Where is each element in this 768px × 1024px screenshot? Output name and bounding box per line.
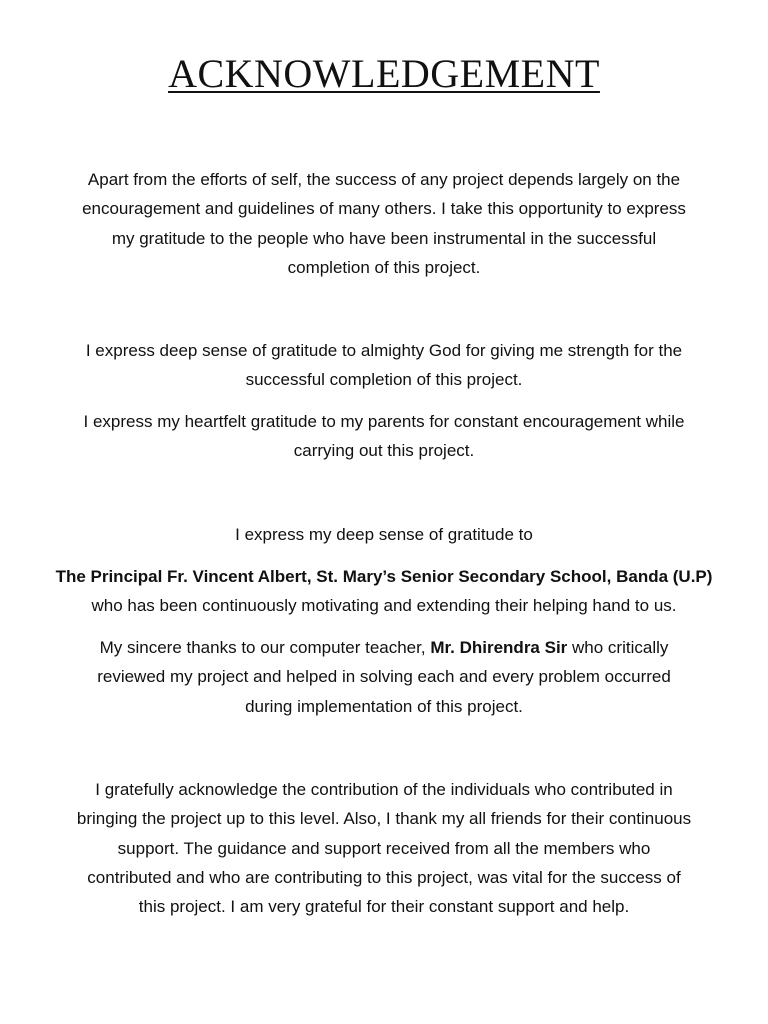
paragraph-parents (40, 407, 728, 466)
paragraph-line: I gratefully acknowledge the contribution of the individuals who contributed in (95, 780, 673, 799)
paragraph-line: I express my deep sense of gratitude to (235, 525, 533, 544)
paragraph-line (40, 633, 728, 662)
teacher-text-pre: My sincere thanks to our computer teacher, (99, 638, 431, 657)
paragraph-line: contributed and who are contributing to this project, was vital for the success of (87, 867, 681, 887)
principal-name: The Principal Fr. Vincent Albert, St. Mary’s Senior Secondary School, Banda (U.P) (55, 567, 713, 586)
teacher-text-post: who critically (567, 638, 669, 657)
paragraph-line: bringing the project up to this level. Also, I thank my all friends for their continuous (76, 809, 692, 829)
paragraph-gratitude-intro (40, 520, 728, 549)
teacher-name: Mr. Dhirendra Sir (430, 638, 568, 657)
paragraph-line: completion of this project. (287, 257, 481, 277)
paragraph-line: during implementation of this project. (245, 696, 523, 716)
paragraph-intro (40, 165, 728, 282)
paragraph-line: support. The guidance and support received from all the members who (117, 838, 651, 858)
paragraph-god (40, 336, 728, 395)
paragraph-line: carrying out this project. (293, 441, 475, 461)
paragraph-line: I express my heartfelt gratitude to my parents for constant encouragement while (83, 412, 685, 431)
paragraph-line: I express deep sense of gratitude to almighty God for giving me strength for the (85, 341, 683, 360)
paragraph-principal (40, 562, 728, 621)
paragraph-line: who has been continuously motivating and extending their helping hand to us. (91, 596, 677, 616)
paragraph-line: this project. I am very grateful for their constant support and help. (138, 897, 630, 917)
paragraph-line: Apart from the efforts of self, the success of any project depends largely on the (87, 170, 681, 189)
paragraph-teacher (40, 633, 728, 721)
paragraph-line: my gratitude to the people who have been instrumental in the successful (111, 228, 657, 248)
page-title: ACKNOWLEDGEMENT (168, 51, 600, 96)
paragraph-line: reviewed my project and helped in solving each and every problem occurred (97, 667, 671, 687)
paragraph-line: encouragement and guidelines of many others. I take this opportunity to express (82, 199, 686, 219)
paragraph-line: successful completion of this project. (245, 370, 523, 390)
paragraph-friends (40, 775, 728, 921)
